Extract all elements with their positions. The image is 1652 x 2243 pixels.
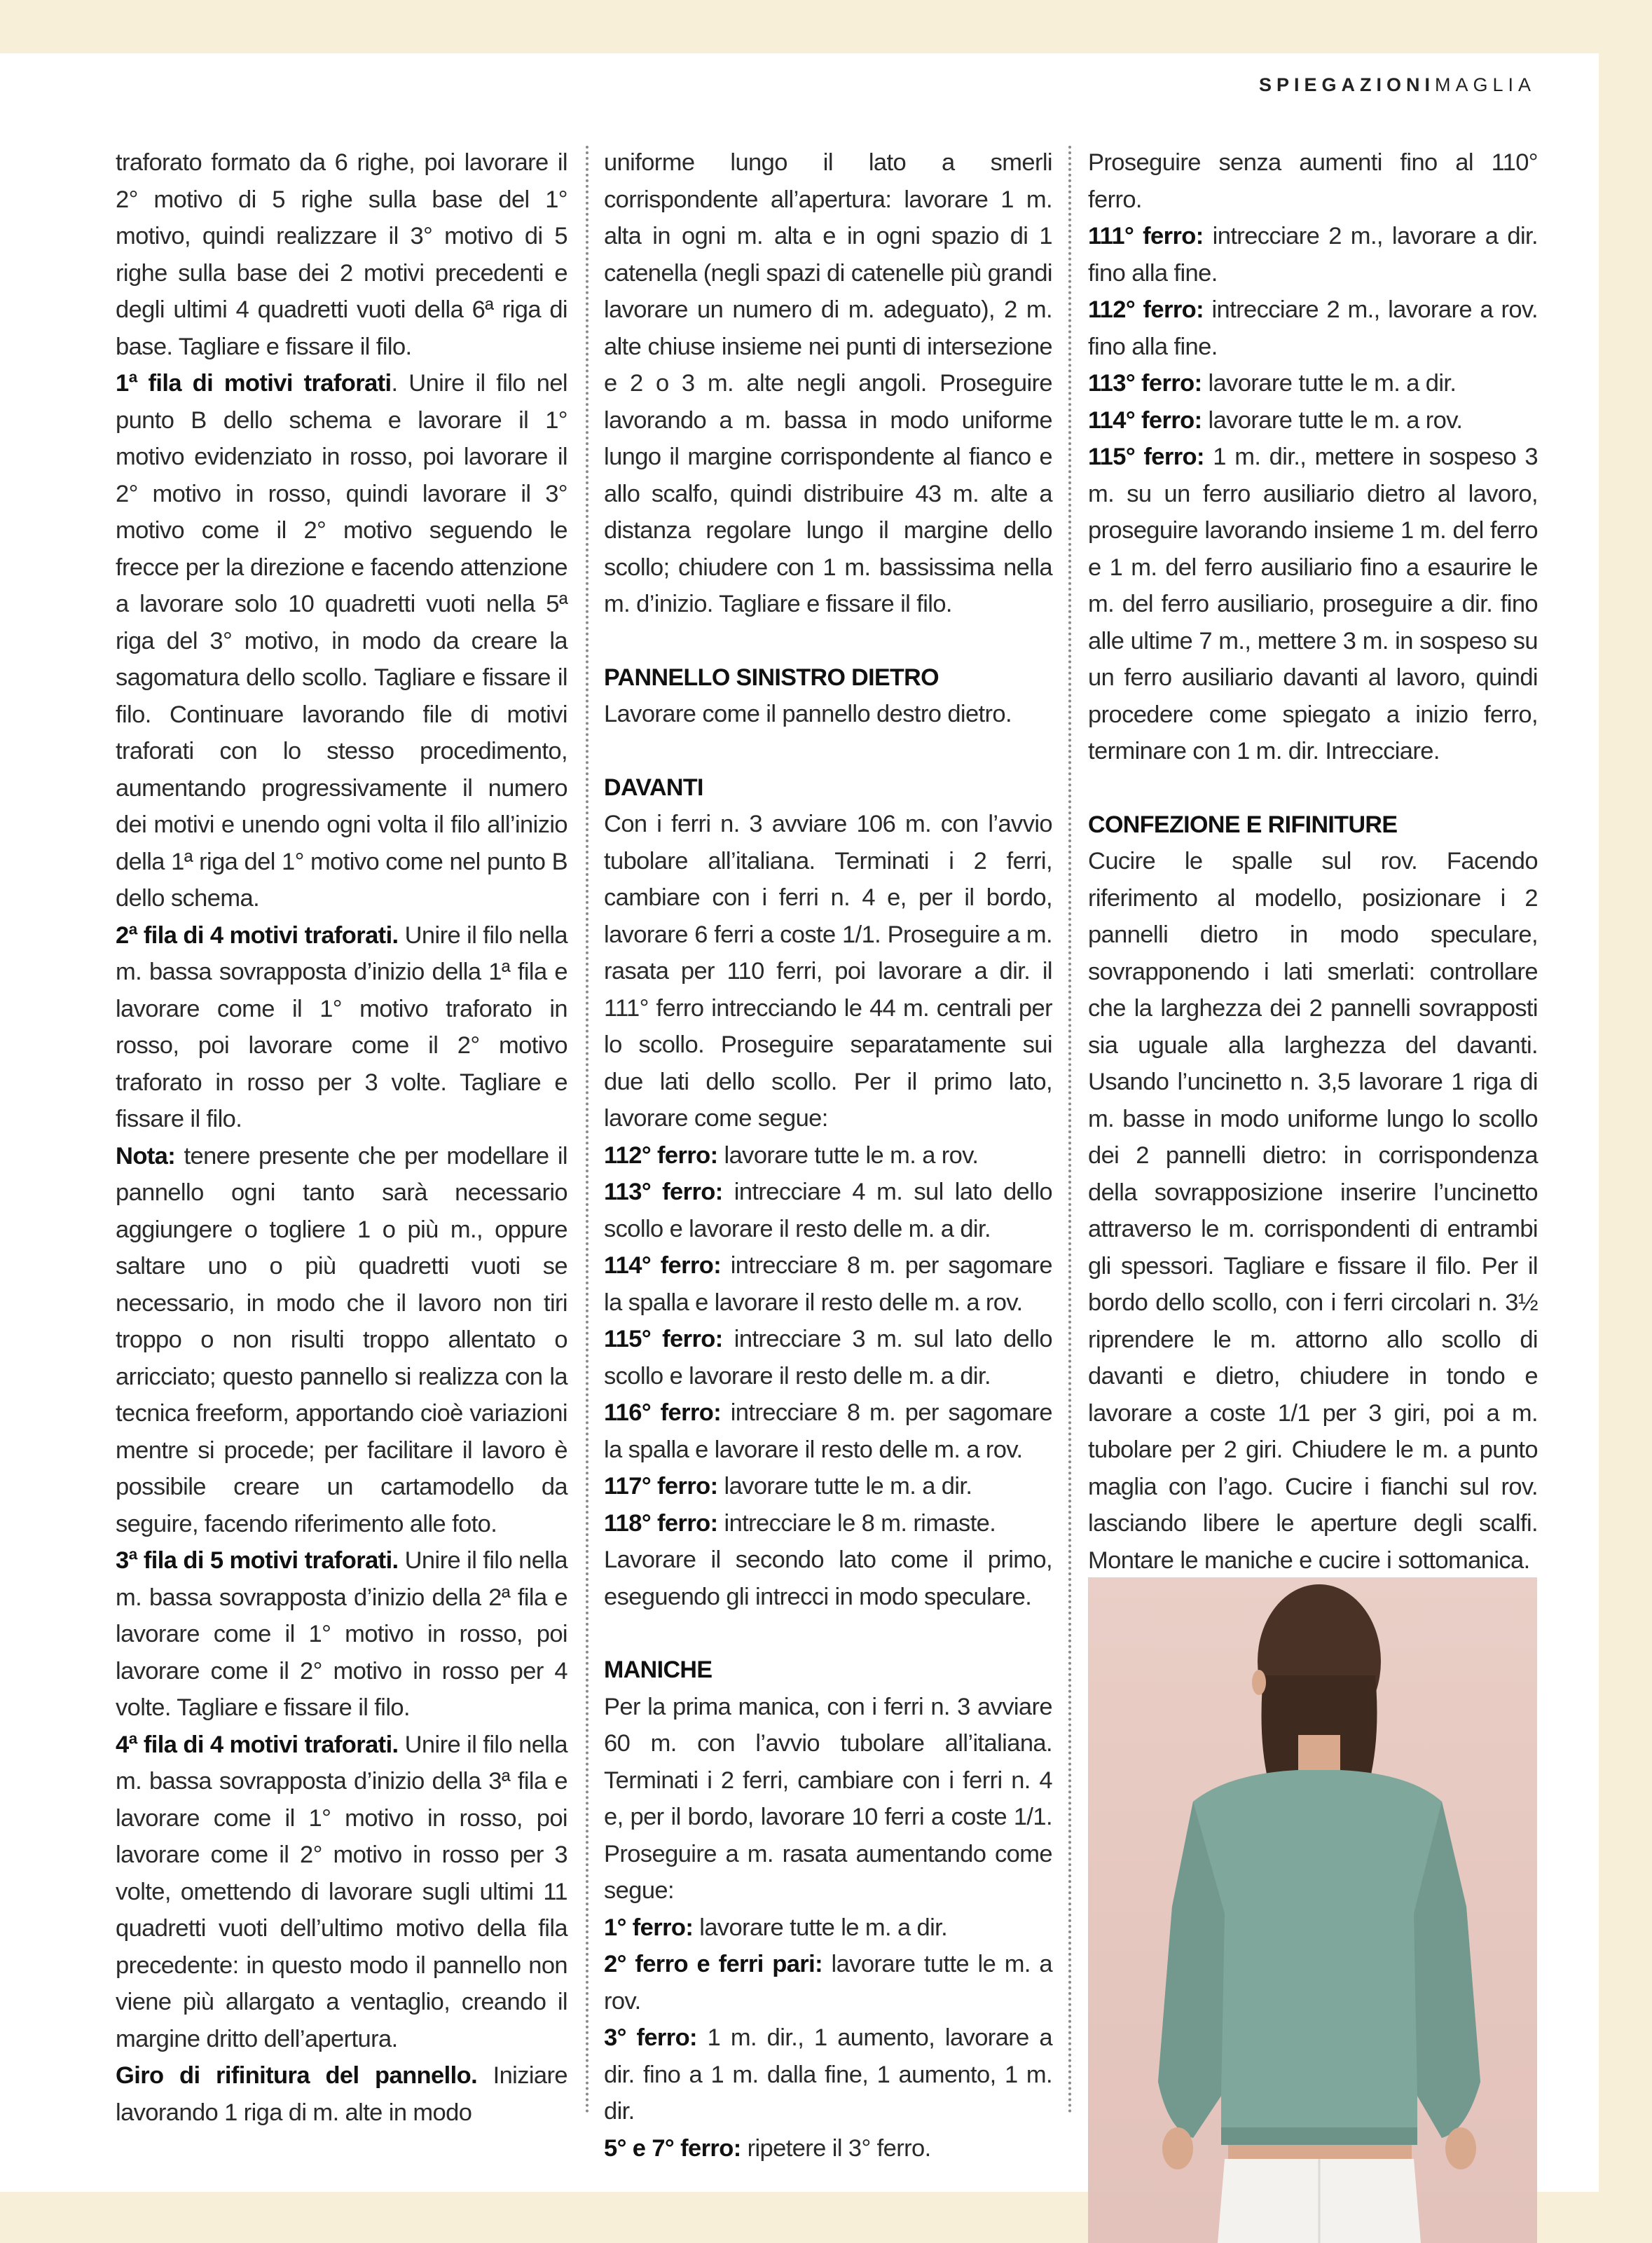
page-header bbox=[1259, 74, 1536, 96]
column-2 bbox=[604, 144, 1052, 2167]
paragraph: Proseguire senza aumenti fino al 110° ferro. bbox=[1088, 149, 1538, 213]
row-label: 114° ferro: bbox=[1088, 406, 1202, 434]
row-instruction bbox=[604, 1394, 1052, 1468]
row-instruction bbox=[604, 1137, 1052, 1174]
bold-lead: 4ª fila di 4 motivi traforati. bbox=[116, 1731, 399, 1758]
paragraph: Per la prima manica, con i ferri n. 3 avviare 60 m. con l’avvio tubolare all’italiana. Terminati i 2 ferri, cambiare con i ferri n. 4 e, per il bordo, lavorare 10 ferri a coste 1/1. Proseguire a m. rasata aumentando come segue: bbox=[604, 1693, 1052, 1904]
row-label: 115° ferro: bbox=[1088, 444, 1204, 470]
paragraph bbox=[116, 1138, 567, 1543]
row-label: 5° e 7° ferro: bbox=[604, 2134, 741, 2162]
left-hand bbox=[1162, 2127, 1193, 2169]
row-text: intrecciare 3 m. sul lato dello scollo e lavorare il resto delle m. a dir. bbox=[604, 1326, 1052, 1390]
row-instruction bbox=[1088, 218, 1538, 291]
row-instruction bbox=[1088, 402, 1538, 439]
column-3 bbox=[1088, 144, 1538, 1579]
row-text: intrecciare 2 m., lavorare a rov. fino alla fine. bbox=[1088, 296, 1538, 360]
header-section: SPIEGAZIONI bbox=[1258, 74, 1435, 95]
row-text: intrecciare le 8 m. rimaste. bbox=[717, 1509, 996, 1537]
row-instruction bbox=[604, 2019, 1052, 2130]
row-label: 3° ferro: bbox=[604, 2024, 697, 2051]
paragraph-text: Unire il filo nella m. bassa sovrapposta d’inizio della 3ª fila e lavorare come il 1° motivo in rosso, poi lavorare come il 2° motivo in rosso per 3 volte, omettendo di lavorare sugli ultimi 11 quadretti vuoti dell’ultimo motivo della fila precedente: in questo modo il pannello non viene più allargato a ventaglio, creando il margine dritto dell’apertura. bbox=[116, 1731, 568, 2052]
row-instruction bbox=[604, 1247, 1052, 1321]
row-label: 1° ferro: bbox=[604, 1914, 694, 1941]
column-divider-2 bbox=[1068, 146, 1071, 2115]
section-heading: MANICHE bbox=[604, 1656, 713, 1683]
paragraph: Lavorare come il pannello destro dietro. bbox=[604, 701, 1012, 727]
paragraph: uniforme lungo il lato a smerli corrispondente all’apertura: lavorare 1 m. alta in ogni m. alta e in ogni spazio di 1 catenella (negli spazi di catenelle più grandi lavorare un numero di m. adeguato), 2 m. alte chiuse insieme nei punti di intersezione e 2 o 3 m. alte negli angoli. Proseguire lavorando a m. bassa in modo uniforme lungo il margine corrispondente al fianco e allo scalfo, quindi distribuire 43 m. alte a distanza regolare lungo il margine dello scollo; chiudere con 1 m. bassissima nella m. d’inizio. Tagliare e fissare il filo. bbox=[604, 149, 1052, 617]
row-instruction bbox=[1088, 365, 1538, 402]
paragraph-text: . Unire il filo nel punto B dello schema e lavorare il 1° motivo evidenziato in rosso, poi lavorare il 2° motivo in rosso, quindi lavorare il 3° motivo come il 2° motivo seguendo le frecce per la direzione e facendo attenzione a lavorare solo 10 quadretti vuoti nella 5ª riga del 3° motivo, in modo da creare la sagomatura dello scollo. Tagliare e fissare il filo. Continuare lavorando file di motivi traforati con lo stesso procedimento, aumentando progressivamente il numero dei motivi e unendo ogni volta il filo all’inizio della 1ª riga del 1° motivo come nel punto B dello schema. bbox=[116, 370, 567, 912]
row-label: 118° ferro: bbox=[604, 1509, 718, 1537]
row-instruction bbox=[604, 1946, 1052, 2019]
ear bbox=[1252, 1670, 1266, 1695]
section-heading: DAVANTI bbox=[604, 774, 703, 801]
paragraph bbox=[116, 1727, 567, 2058]
right-hand bbox=[1445, 2127, 1476, 2169]
section-heading: PANNELLO SINISTRO DIETRO bbox=[604, 664, 939, 691]
row-text: intrecciare 8 m. per sagomare la spalla e lavorare il resto delle m. a rov. bbox=[604, 1399, 1053, 1463]
model-photo bbox=[1088, 1577, 1537, 2243]
section-heading: CONFEZIONE E RIFINITURE bbox=[1088, 811, 1398, 838]
row-instruction bbox=[604, 1909, 1052, 1947]
row-label: 112° ferro: bbox=[604, 1141, 718, 1169]
row-label: 112° ferro: bbox=[1088, 296, 1204, 323]
sweater-ribbing bbox=[1221, 2127, 1417, 2145]
row-instruction bbox=[604, 1174, 1052, 1247]
row-text: lavorare tutte le m. a rov. bbox=[604, 1951, 1052, 2015]
row-text: lavorare tutte le m. a dir. bbox=[693, 1914, 948, 1941]
row-text: 1 m. dir., 1 aumento, lavorare a dir. fino a 1 m. dalla fine, 1 aumento, 1 m. dir. bbox=[604, 2024, 1053, 2125]
row-label: 114° ferro: bbox=[604, 1252, 722, 1279]
row-text: intrecciare 8 m. per sagomare la spalla e lavorare il resto delle m. a rov. bbox=[604, 1252, 1053, 1316]
bold-lead: Giro di rifinitura del pannello. bbox=[116, 2062, 478, 2089]
row-label: 113° ferro: bbox=[1088, 370, 1202, 397]
magazine-page bbox=[0, 53, 1599, 2192]
row-instruction bbox=[1088, 291, 1538, 365]
row-instruction bbox=[604, 1505, 1052, 1542]
row-instruction bbox=[604, 2130, 1052, 2167]
row-instruction bbox=[1088, 439, 1538, 770]
waist-skin bbox=[1228, 2145, 1412, 2160]
bold-lead: 1ª fila di motivi traforati bbox=[116, 370, 392, 397]
row-text: 1 m. dir., mettere in sospeso 3 m. su un ferro ausiliario dietro al lavoro, proseguire lavorando insieme 1 m. del ferro e 1 m. del ferro ausiliario fino a esaurire le m. del ferro ausiliario, proseguire a dir. fino alle ultime 7 m., mettere 3 m. in sospeso su un ferro ausiliario davanti al lavoro, quindi procedere come spiegato a inizio ferro, terminare con 1 m. dir. Intrecciare. bbox=[1088, 444, 1539, 764]
row-label: 113° ferro: bbox=[604, 1179, 723, 1205]
header-topic: MAGLIA bbox=[1434, 74, 1536, 95]
row-instruction bbox=[604, 1321, 1052, 1394]
row-label: 115° ferro: bbox=[604, 1326, 723, 1352]
paragraph-text: Unire il filo nella m. bassa sovrapposta d’inizio della 2ª fila e lavorare come il 1° motivo in rosso, poi lavorare come il 2° motivo in rosso per 4 volte. Tagliare e fissare il filo. bbox=[116, 1547, 568, 1721]
paragraph bbox=[116, 917, 567, 1138]
row-text: intrecciare 2 m., lavorare a dir. fino alla fine. bbox=[1088, 223, 1538, 287]
row-label: 116° ferro: bbox=[604, 1399, 722, 1426]
bold-lead: 2ª fila di 4 motivi traforati. bbox=[116, 921, 399, 949]
paragraph: Lavorare il secondo lato come il primo, eseguendo gli intrecci in modo speculare. bbox=[604, 1546, 1052, 1610]
paragraph bbox=[116, 1542, 567, 1727]
row-instruction bbox=[604, 1468, 1052, 1505]
row-label: 117° ferro: bbox=[604, 1473, 718, 1500]
row-text: ripetere il 3° ferro. bbox=[741, 2134, 931, 2162]
paragraph-text: Unire il filo nella m. bassa sovrapposta d’inizio della 1ª fila e lavorare come il 1° motivo traforato in rosso, poi lavorare come il 2° motivo traforato in rosso per 3 volte. Tagliare e fissare il filo. bbox=[116, 921, 568, 1132]
row-text: lavorare tutte le m. a dir. bbox=[717, 1473, 972, 1500]
bold-lead: 3ª fila di 5 motivi traforati. bbox=[116, 1547, 399, 1574]
paragraph-text: Iniziare lavorando 1 riga di m. alte in modo bbox=[116, 2062, 567, 2126]
paragraph: Cucire le spalle sul rov. Facendo riferimento al modello, posizionare i 2 pannelli dietro in modo speculare, sovrapponendo i lati smerlati: controllare che la larghezza dei 2 pannelli sovrapposti sia uguale alla larghezza del davanti. Usando l’uncinetto n. 3,5 lavorare 1 riga di m. basse in modo uniforme lungo lo scollo dei 2 pannelli dietro: in corrispondenza della sovrapposizione inserire l’uncinetto attraverso le m. corrispondenti di entrambi gli spessori. Tagliare e fissare il filo. Per il bordo dello scollo, con i ferri circolari n. 3½ riprendere le m. attorno allo scollo di davanti e dietro, chiudere in tondo e lavorare a coste 1/1 per 3 giri, poi a m. tubolare per 2 giri. Chiudere le m. a punto maglia con l’ago. Cucire i fianchi sul rov. lasciando libere le aperture degli scalfi. Montare le maniche e cucire i sottomanica. bbox=[1088, 848, 1538, 1574]
bold-lead: Nota: bbox=[116, 1142, 176, 1169]
row-text: intrecciare 4 m. sul lato dello scollo e lavorare il resto delle m. a dir. bbox=[604, 1179, 1052, 1242]
paragraph: traforato formato da 6 righe, poi lavorare il 2° motivo di 5 righe sulla base del 1° motivo, quindi realizzare il 3° motivo di 5 righe sulla base dei 2 motivi precedenti e degli ultimi 4 quadretti vuoti della 6ª riga di base. Tagliare e fissare il filo. bbox=[116, 149, 567, 360]
row-label: 2° ferro e ferri pari: bbox=[604, 1951, 822, 1977]
paragraph bbox=[116, 365, 567, 917]
paragraph-text: tenere presente che per modellare il pannello ogni tanto sarà necessario aggiungere o togliere 1 o più m., oppure saltare uno o più quadretti vuoti se necessario, in modo che il lavoro non tiri troppo o non risulti troppo allentato o arricciato; questo pannello si realizza con la tecnica freeform, apportando cioè variazioni mentre si procede; per facilitare il lavoro è possibile creare un cartamodello da seguire, facendo riferimento alle foto. bbox=[116, 1142, 567, 1537]
model-back-view-illustration bbox=[1088, 1577, 1537, 2243]
column-divider-1 bbox=[586, 146, 588, 2115]
row-label: 111° ferro: bbox=[1088, 223, 1204, 249]
paragraph: Con i ferri n. 3 avviare 106 m. con l’avvio tubolare all’italiana. Terminati i 2 ferri, cambiare con i ferri n. 4 e, per il bordo, lavorare 6 ferri a coste 1/1. Proseguire a m. rasata per 110 ferri, poi lavorare a dir. il 111° ferro intrecciando le 44 m. centrali per lo scollo. Proseguire separatamente sui due lati dello scollo. Per il primo lato, lavorare come segue: bbox=[604, 811, 1052, 1132]
row-text: lavorare tutte le m. a rov. bbox=[717, 1141, 979, 1169]
paragraph bbox=[116, 2057, 567, 2131]
column-1 bbox=[116, 144, 567, 2131]
row-text: lavorare tutte le m. a dir. bbox=[1202, 370, 1457, 397]
row-text: lavorare tutte le m. a rov. bbox=[1202, 406, 1463, 434]
